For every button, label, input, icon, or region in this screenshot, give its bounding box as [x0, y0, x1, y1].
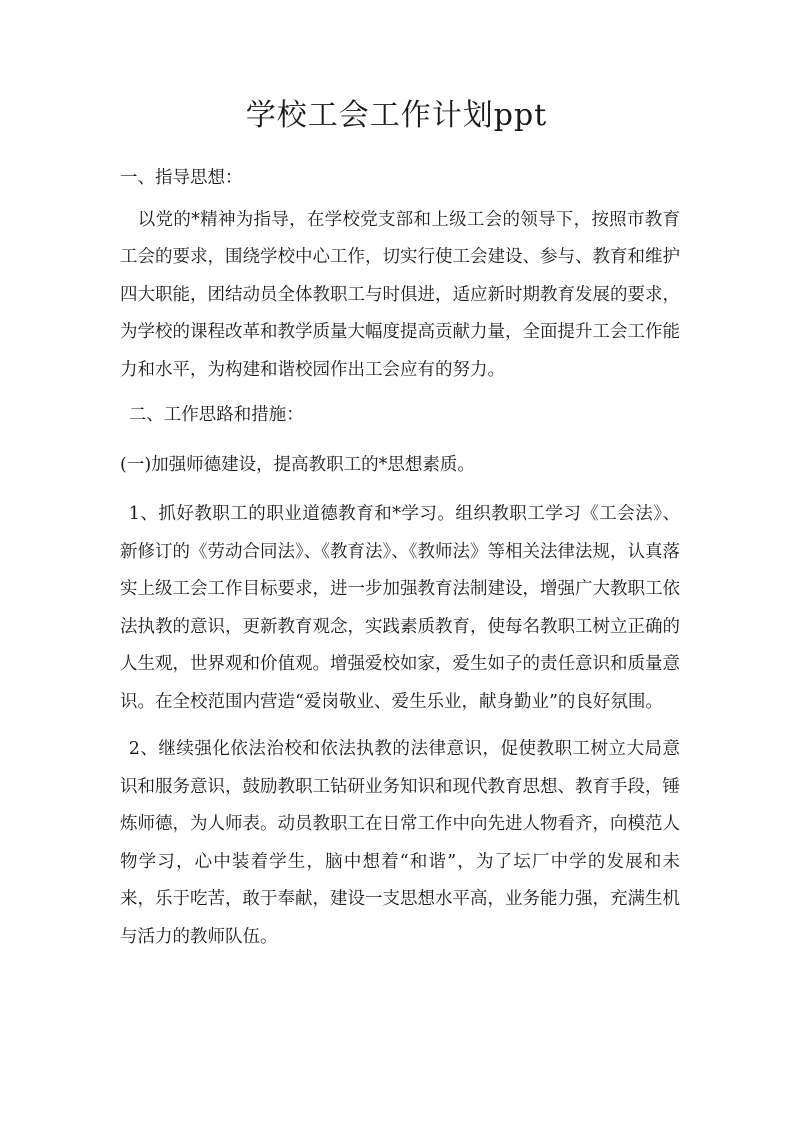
- section-1-heading: 一、指导思想：: [120, 168, 243, 188]
- item-1-paragraph: [120, 496, 680, 721]
- section-2-heading-text: 二、工作思路和措施：: [128, 405, 304, 425]
- item-2-text: 2、继续强化依法治校和依法执教的法律意识，促使教职工树立大局意识和服务意识，鼓励教职工钻研业务知识和现代教育思想、教育手段，锤炼师德，为人师表。动员教职工在日常工作中向先进人物看齐，向模范人物学习，心中装着学生，脑中想着“和谐”，为了坛厂中学的发展和未来，乐于吃苦，敢于奉献，建设一支思想水平高，业务能力强，充满生机与活力的教师队伍。: [120, 739, 680, 947]
- guiding-ideology-text: 以党的*精神为指导，在学校党支部和上级工会的领导下，按照市教育工会的要求，围绕学校中心工作，切实行使工会建设、参与、教育和维护四大职能，团结动员全体教职工与时俱进，适应新时期教育发展的要求，为学校的课程改革和教学质量大幅度提高贡献力量，全面提升工会工作能力和水平，为构建和谐校园作出工会应有的努力。: [120, 209, 680, 380]
- item-2-paragraph: [120, 731, 680, 956]
- document-body: [120, 160, 680, 956]
- subsection-1-heading: (一)加强师德建设，提高教职工的*思想素质。: [120, 454, 475, 475]
- item-1-text: 1、抓好教职工的职业道德教育和*学习。组织教职工学习《工会法》、新修订的《劳动合同法》、《教育法》、《教师法》等相关法律法规，认真落实上级工会工作目标要求，进一步加强教育法制建设，增强广大教职工依法执教的意识，更新教育观念，实践素质教育，使每名教职工树立正确的人生观，世界观和价值观。增强爱校如家，爱生如子的责任意识和质量意识。在全校范围内营造“爱岗敬业、爱生乐业，献身勤业”的良好氛围。: [120, 504, 680, 712]
- guiding-ideology-paragraph: [120, 202, 680, 390]
- document-title: 学校工会工作计划ppt: [245, 98, 548, 133]
- section-2-heading: [120, 397, 680, 435]
